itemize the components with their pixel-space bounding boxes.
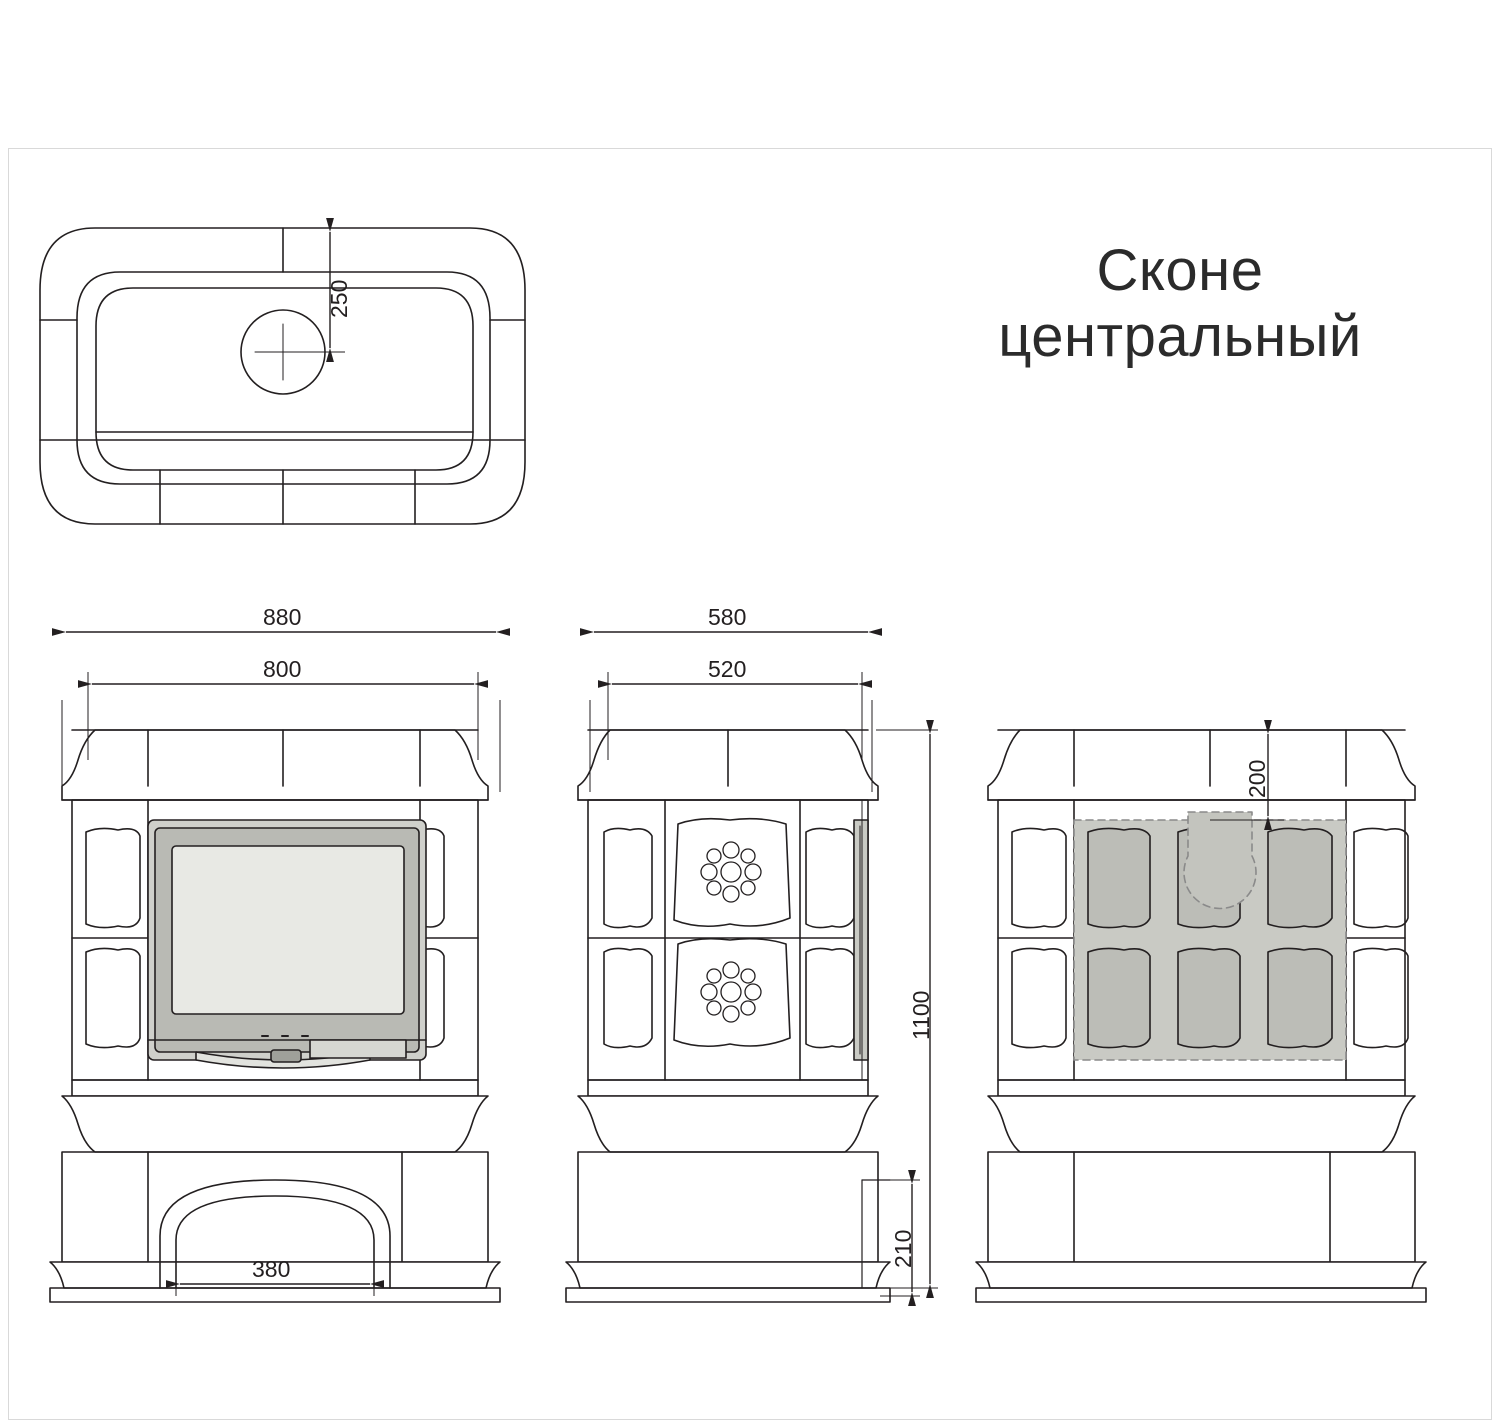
dimension-label-210: 210 — [890, 1229, 916, 1268]
front-view — [50, 730, 500, 1302]
title-line-2: центральный — [998, 304, 1362, 369]
dimension-label-520: 520 — [708, 656, 747, 682]
dimension-label-1100: 1100 — [908, 990, 934, 1040]
dimension-label-250: 250 — [326, 279, 352, 318]
title-line-1: Сконе — [1096, 238, 1264, 303]
top-view — [40, 228, 525, 524]
dimension-label-200: 200 — [1244, 759, 1270, 798]
back-view — [976, 730, 1426, 1302]
dimension-label-380: 380 — [252, 1256, 291, 1282]
dimension-label-880: 880 — [263, 604, 302, 630]
page-title — [920, 238, 1440, 370]
dimension-label-580: 580 — [708, 604, 747, 630]
dimension-label-800: 800 — [263, 656, 302, 682]
side-view — [566, 730, 890, 1302]
